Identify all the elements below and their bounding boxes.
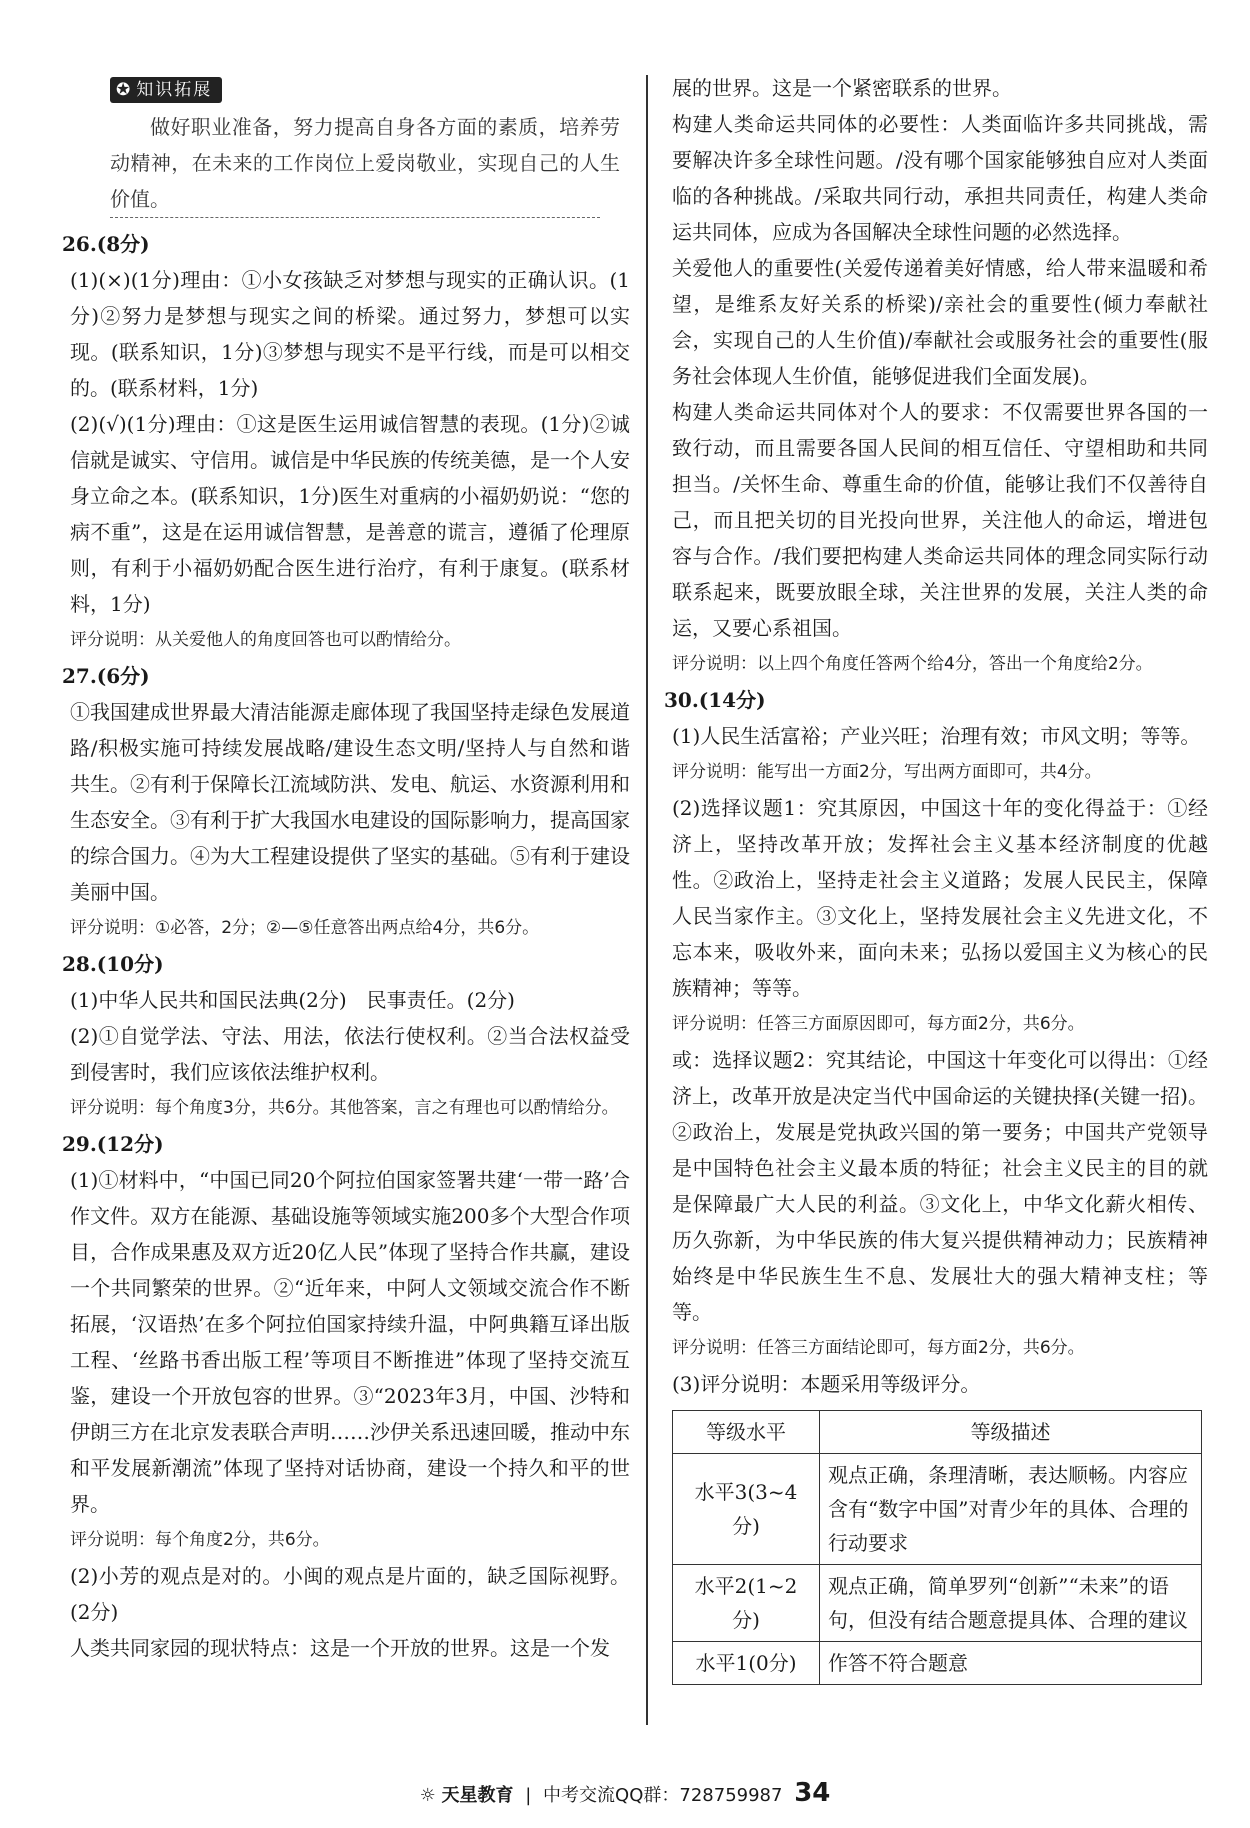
scoring-note-27: 评分说明：①必答，2分；②—⑤任意答出两点给4分，共6分。 [70, 918, 540, 938]
question-30-header: 30.(14分) [664, 688, 766, 712]
knowledge-divider [110, 217, 600, 218]
answer-26-2: (2)(√)(1分)理由：①这是医生运用诚信智慧的表现。(1分)②诚信就是诚实、守信用。诚信是中华民族的传统美德，是一个人安身立命之本。(联系知识，1分)医生对重病的小福奶奶说：“您的病不重”，这是在运用诚信智慧，是善意的谎言，遵循了伦理原则，有利于小福奶奶配合医生进行治疗，有利于康复。(联系材料，1分) [70, 412, 630, 616]
answer-29-2: (2)小芳的观点是对的。小闽的观点是片面的，缺乏国际视野。(2分) [70, 1564, 630, 1624]
level-cell: 水平2(1~2分) [673, 1565, 820, 1642]
desc-cell: 观点正确，条理清晰，表达顺畅。内容应含有“数字中国”对青少年的具体、合理的行动要求 [820, 1454, 1202, 1565]
answer-29-1: (1)①材料中，“中国已同20个阿拉伯国家签署共建‘一带一路’合作文件。双方在能源、基础设施等领域实施200多个大型合作项目，合作成果惠及双方近20亿人民”体现了坚持合作共赢，建设一个共同繁荣的世界。②“近年来，中阿人文领域交流合作不断拓展，‘汉语热’在多个阿拉伯国家持续升温，中阿典籍互译出版工程、‘丝路书香出版工程’等项目不断推进”体现了坚持交流互鉴，建设一个开放包容的世界。③“2023年3月，中国、沙特和伊朗三方在北京发表联合声明……沙伊关系迅速回暖，推动中东和平发展新潮流”体现了坚持对话协商，建设一个持久和平的世界。 [70, 1168, 630, 1516]
table-row [673, 1454, 1202, 1565]
page-footer [0, 1778, 1250, 1808]
level-cell: 水平1(0分) [673, 1642, 820, 1685]
answer-27: ①我国建成世界最大清洁能源走廊体现了我国坚持走绿色发展道路/积极实施可持续发展战略/建设生态文明/坚持人与自然和谐共生。②有利于保障长江流域防洪、发电、航运、水资源利用和生态安全。③有利于扩大我国水电建设的国际影响力，提高国家的综合国力。④为大工程建设提供了坚实的基础。⑤有利于建设美丽中国。 [70, 700, 630, 904]
scoring-note-26: 评分说明：从关爱他人的角度回答也可以酌情给分。 [70, 630, 461, 650]
answer-29-cont-4: 构建人类命运共同体对个人的要求：不仅需要世界各国的一致行动，而且需要各国人民间的相互信任、守望相助和共同担当。/关怀生命、尊重生命的价值，能够让我们不仅善待自己，而且把关切的目光投向世界，关注他人的命运，增进包容与合作。/我们要把构建人类命运共同体的理念同实际行动联系起来，既要放眼全球，关注世界的发展，关注人类的命运，又要心系祖国。 [672, 400, 1208, 640]
answer-29-cont-1: 展的世界。这是一个紧密联系的世界。 [672, 76, 1012, 100]
answer-30-2-alt: 或：选择议题2：究其结论，中国这十年变化可以得出：①经济上，改革开放是决定当代中国命运的关键抉择(关键一招)。②政治上，发展是党执政兴国的第一要务；中国共产党领导是中国特色社会主义最本质的特征；社会主义民主的目的就是保障最广大人民的利益。③文化上，中华文化薪火相传、历久弥新，为中华民族的伟大复兴提供精神动力；民族精神始终是中华民族生生不息、发展壮大的强大精神支柱；等等。 [672, 1048, 1208, 1324]
right-column [664, 70, 1208, 1685]
scoring-note-28: 评分说明：每个角度3分，共6分。其他答案，言之有理也可以酌情给分。 [70, 1098, 619, 1118]
desc-cell: 观点正确，简单罗列“创新”“未来”的语句，但没有结合题意提具体、合理的建议 [820, 1565, 1202, 1642]
table-row [673, 1565, 1202, 1642]
knowledge-box [70, 109, 630, 217]
scoring-note-30-3: 评分说明：任答三方面结论即可，每方面2分，共6分。 [672, 1338, 1085, 1358]
question-28-header: 28.(10分) [62, 952, 164, 976]
answer-28-2: (2)①自觉学法、守法、用法，依法行使权利。②当合法权益受到侵害时，我们应该依法维护权利。 [70, 1024, 630, 1084]
knowledge-text: 做好职业准备，努力提高自身各方面的素质，培养劳动精神，在未来的工作岗位上爱岗敬业，实现自己的人生价值。 [110, 115, 620, 211]
page-number: 34 [794, 1778, 831, 1808]
answer-28-1: (1)中华人民共和国民法典(2分) 民事责任。(2分) [70, 988, 515, 1012]
footer-group: 中考交流QQ群：728759987 [543, 1785, 783, 1806]
scoring-note-30-1: 评分说明：能写出一方面2分，写出两方面即可，共4分。 [672, 762, 1102, 782]
answer-30-2: (2)选择议题1：究其原因，中国这十年的变化得益于：①经济上，坚持改革开放；发挥社会主义基本经济制度的优越性。②政治上，坚持走社会主义道路；发展人民民主，保障人民当家作主。③文化上，坚持发展社会主义先进文化，不忘本来，吸收外来，面向未来；弘扬以爱国主义为核心的民族精神；等等。 [672, 796, 1208, 1000]
column-divider [646, 75, 648, 1725]
knowledge-badge: ✪ 知识拓展 [110, 77, 222, 103]
scoring-note-30-2: 评分说明：任答三方面原因即可，每方面2分，共6分。 [672, 1014, 1085, 1034]
brand-name: 天星教育 [441, 1785, 514, 1806]
scoring-note-29: 评分说明：每个角度2分，共6分。 [70, 1530, 330, 1550]
question-27-header: 27.(6分) [62, 664, 150, 688]
level-cell: 水平3(3~4分) [673, 1454, 820, 1565]
question-29-header: 29.(12分) [62, 1132, 164, 1156]
answer-26-1: (1)(×)(1分)理由：①小女孩缺乏对梦想与现实的正确认识。(1分)②努力是梦想与现实之间的桥梁。通过努力，梦想可以实现。(联系知识，1分)③梦想与现实不是平行线，而是可以相交的。(联系材料，1分) [70, 268, 630, 400]
scoring-note-29-cont: 评分说明：以上四个角度任答两个给4分，答出一个角度给2分。 [672, 654, 1153, 674]
left-column [62, 70, 630, 1666]
grading-table [672, 1410, 1202, 1685]
brand-logo-icon: ☼ [419, 1785, 436, 1806]
answer-29-cont-2: 构建人类命运共同体的必要性：人类面临许多共同挑战，需要解决许多全球性问题。/没有哪个国家能够独自应对人类面临的各种挑战。/采取共同行动，承担共同责任，构建人类命运共同体，应成为各国解决全球性问题的必然选择。 [672, 112, 1208, 244]
table-header-level: 等级水平 [673, 1411, 820, 1454]
question-26-header: 26.(8分) [62, 232, 150, 256]
desc-cell: 作答不符合题意 [820, 1642, 1202, 1685]
answer-29-3: 人类共同家园的现状特点：这是一个开放的世界。这是一个发 [70, 1636, 610, 1660]
star-icon: ✪ [116, 80, 133, 100]
table-row [673, 1642, 1202, 1685]
answer-30-3: (3)评分说明：本题采用等级评分。 [672, 1372, 981, 1396]
answer-29-cont-3: 关爱他人的重要性(关爱传递着美好情感，给人带来温暖和希望，是维系友好关系的桥梁)/亲社会的重要性(倾力奉献社会，实现自己的人生价值)/奉献社会或服务社会的重要性(服务社会体现人生价值，能够促进我们全面发展)。 [672, 256, 1208, 388]
answer-30-1: (1)人民生活富裕；产业兴旺；治理有效；市风文明；等等。 [672, 724, 1201, 748]
footer-separator: | [525, 1785, 532, 1806]
table-header-row [673, 1411, 1202, 1454]
table-header-desc: 等级描述 [820, 1411, 1202, 1454]
